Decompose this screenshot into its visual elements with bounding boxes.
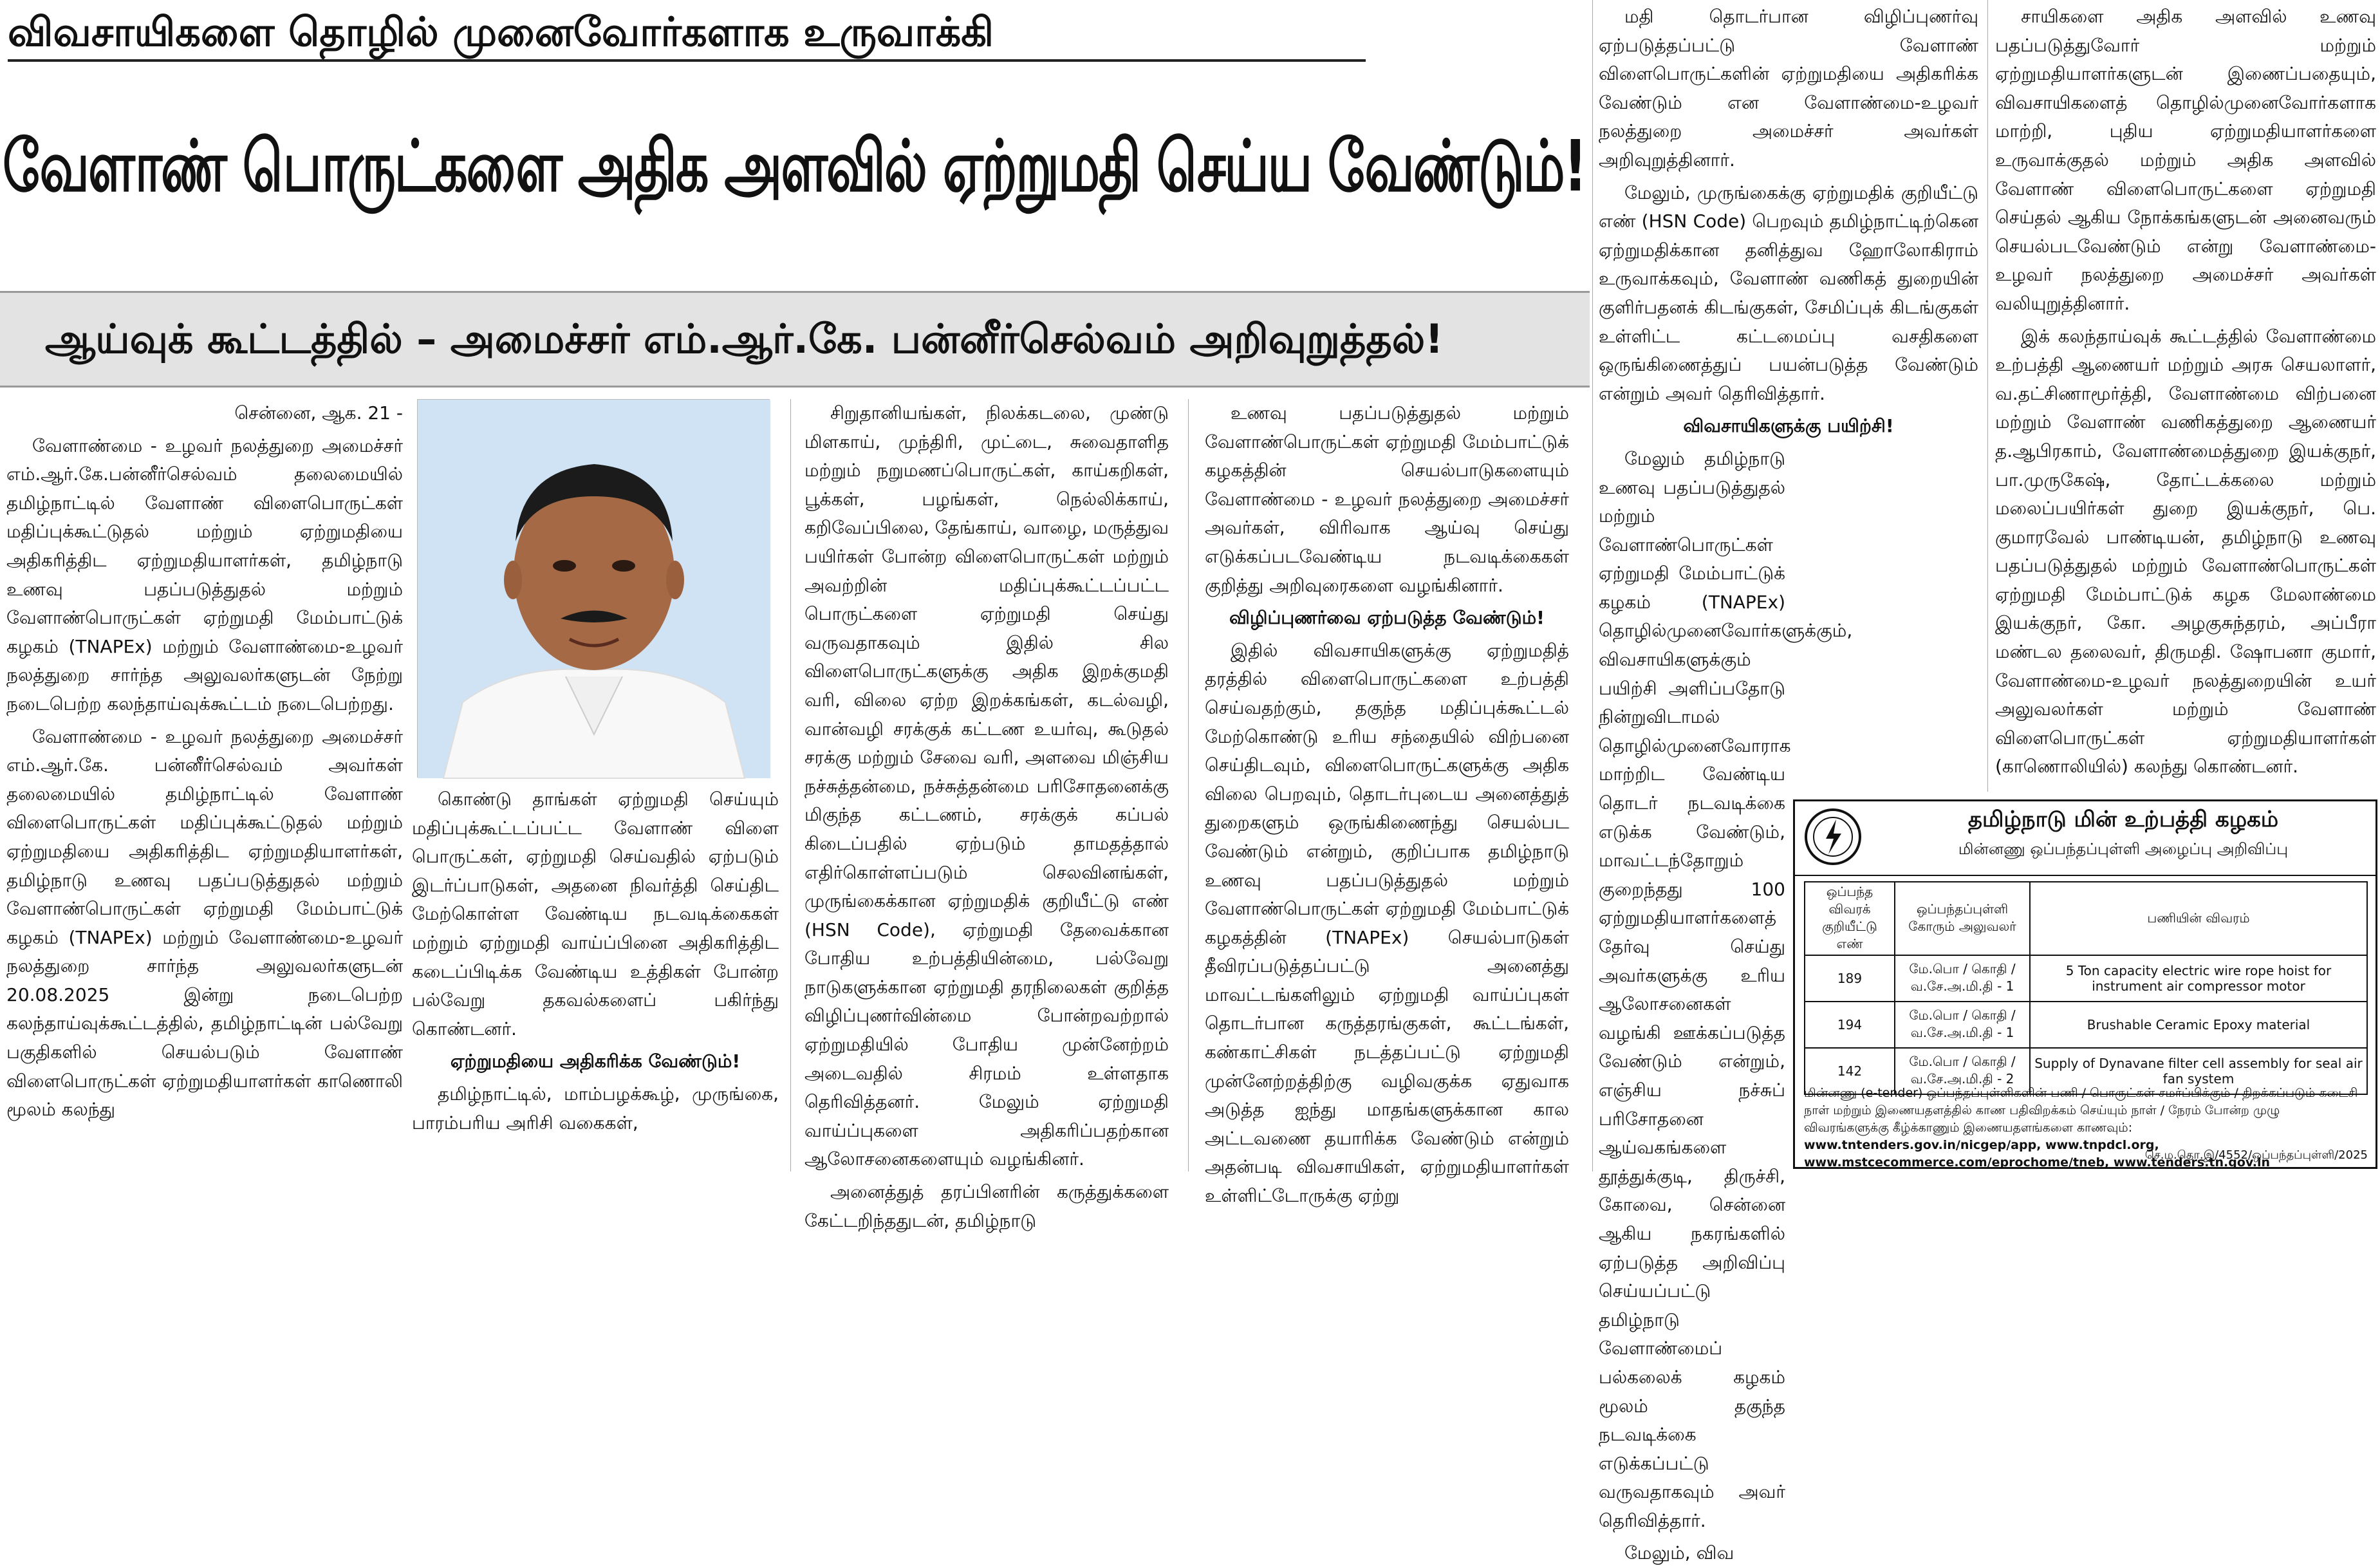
paragraph: மதி தொடர்பான விழிப்புணர்வு ஏற்படுத்தப்பட்டு வேளாண் விளைபொருட்களின் ஏற்றுமதியை அதிகரிக்க வேண்டும் என வேளாண்மை-உழவர் நலத்துறை அமைச்சர் அவர்கள் அறிவுறுத்தினார்.: [1599, 6, 1978, 171]
paragraph: மேலும் தமிழ்நாடு உணவு பதப்படுத்துதல் மற்றும் வேளாண்பொருட்கள் ஏற்றுமதி மேம்பாட்டுக் கழகம் (TNAPEx) தொழில்முனைவோர்களுக்கும், விவசாயிகளுக்கும் பயிற்சி அளிப்பதோடு நின்றுவிடாமல் தொழில்முனைவோராக மாற்றிட வேண்டிய தொடர் நடவடிக்கை எடுக்க வேண்டும், மாவட்டந்தோறும் குறைந்தது 100 ஏற்றுமதியாளர்களைத் தேர்வு செய்து அவர்களுக்கு உரிய ஆலோசனைகள் வழங்கி ஊக்கப்படுத்த வேண்டும் என்றும், எஞ்சிய நச்சுப் பரிசோதனை ஆய்வகங்களை தூத்துக்குடி, திருச்சி, கோவை, சென்னை ஆகிய நகரங்களில் ஏற்படுத்த அறிவிப்பு செய்யப்பட்டு தமிழ்நாடு வேளாண்மைப் பல்கலைக் கழகம் மூலம் தகுந்த நடவடிக்கை எடுக்கப்பட்டு வருவதாகவும் அவர் தெரிவித்தார்.: [1599, 447, 1853, 1531]
article-column-6: [1995, 3, 2376, 792]
paragraph: தமிழ்நாட்டில், மாம்பழக்கூழ், முருங்கை, பாரம்பரிய அரிசி வகைகள்,: [412, 1083, 779, 1134]
column-rule: [1188, 399, 1189, 1171]
section-subhead: விவசாயிகளுக்கு பயிற்சி!: [1683, 415, 1894, 437]
main-headline: வேளாண் பொருட்களை அதிக அளவில் ஏற்றுமதி செய்ய வேண்டும்!: [3, 125, 1586, 207]
section-subhead: ஏற்றுமதியை அதிகரிக்க வேண்டும்!: [450, 1050, 741, 1072]
tender-description: Brushable Ceramic Epoxy material: [2030, 1002, 2367, 1048]
paragraph: இதில் விவசாயிகளுக்கு ஏற்றுமதித் தரத்தில் விளைபொருட்களை உற்பத்தி செய்வதற்கும், தகுந்த மதிப்புக்கூட்டல் மேற்கொண்டு உரிய சந்தையில் விற்பனை செய்திடவும், விளைபொருட்களுக்கு அதிக விலை பெறவும், தொடர்புடைய அனைத்துத் துறைகளும் ஒருங்கிணைந்து செயல்பட வேண்டும் என்றும், குறிப்பாக தமிழ்நாடு உணவு பதப்படுத்துதல் மற்றும் வேளாண்பொருட்கள் ஏற்றுமதி மேம்பாட்டுக் கழகத்தின் (TNAPEx) செயல்பாடுகள் தீவிரப்படுத்தப்பட்டு அனைத்து மாவட்டங்களிலும் ஏற்றுமதி வாய்ப்புகள் தொடர்பான கருத்தரங்குகள், கூட்டங்கள், கண்காட்சிகள் நடத்தப்பட்டு ஏற்றுமதி முன்னேற்றத்திற்கு வழிவகுக்க ஏதுவாக அடுத்த ஐந்து மாதங்களுக்கான கால அட்டவணை தயாரிக்க வேண்டும் என்றும் அதன்படி விவசாயிகள், ஏற்றுமதியாளர்கள் உள்ளிட்டோருக்கு ஏற்று: [1205, 639, 1569, 1207]
tender-description: Supply of Dynavane filter cell assembly for seal air fan system: [2030, 1048, 2367, 1094]
paragraph: கொண்டு தாங்கள் ஏற்றுமதி செய்யும் மதிப்புக்கூட்டப்பட்ட வேளாண் விளை பொருட்கள், ஏற்றுமதி செய்வதில் ஏற்படும் இடர்ப்பாடுகள், அதனை நிவர்த்தி செய்திட மேற்கொள்ள வேண்டிய நடவடிக்கைகள் மற்றும் ஏற்றுமதி வாய்ப்பினை அதிகரித்திட கடைப்பிடிக்க வேண்டிய உத்திகள் போன்ற பல்வேறு தகவல்களைப் பகிர்ந்து கொண்டனர்.: [412, 789, 779, 1040]
tangedco-emblem-icon: [1804, 808, 1862, 866]
paragraph: அனைத்துத் தரப்பினரின் கருத்துக்களை கேட்டறிந்ததுடன், தமிழ்நாடு: [804, 1181, 1169, 1231]
section-subhead: விழிப்புணர்வை ஏற்படுத்த வேண்டும்!: [1229, 607, 1545, 629]
portrait-image: [418, 400, 770, 778]
sub-headline: ஆய்வுக் கூட்டத்தில் – அமைச்சர் எம்.ஆர்.கே. பன்னீர்செல்வம் அறிவுறுத்தல்!: [0, 291, 1590, 387]
paragraph: சாயிகளை அதிக அளவில் உணவு பதப்படுத்துவோர் மற்றும் ஏற்றுமதியாளர்களுடன் இணைப்பதையும், விவசாயிகளைத் தொழில்முனைவோர்களாக மாற்றி, புதிய ஏற்றுமதியாளர்களை உருவாக்குதல் மற்றும் அதிக அளவில் வேளாண் விளைபொருட்களை ஏற்றுமதி செய்தல் ஆகிய நோக்கங்களுடன் அனைவரும் செயல்படவேண்டும் என்று வேளாண்மை-உழவர் நலத்துறை அமைச்சர் அவர்கள் வலியுறுத்தினார்.: [1995, 6, 2376, 314]
column-header: ஒப்பந்த விவரக் குறியீட்டு எண்: [1805, 882, 1895, 955]
tender-number: 189: [1805, 955, 1895, 1002]
tender-header: [1795, 801, 2375, 876]
tender-officer: மே.பொ / கொதி / வ.சே.அ.மி.தி - 1: [1895, 955, 2030, 1002]
tender-officer: மே.பொ / கொதி / வ.சே.அ.மி.தி - 2: [1895, 1048, 2030, 1094]
tender-table: [1804, 881, 2368, 1095]
paragraph: வேளாண்மை - உழவர் நலத்துறை அமைச்சர் எம்.ஆர்.கே. பன்னீர்செல்வம் அவர்கள் தலைமையில் தமிழ்நாட்டில் வேளாண் விளைபொருட்கள் மதிப்புக்கூட்டுதல் மற்றும் ஏற்றுமதியை அதிகரித்திட ஏற்றுமதியாளர்கள், தமிழ்நாடு உணவு பதப்படுத்துதல் மற்றும் வேளாண்பொருட்கள் ஏற்றுமதி மேம்பாட்டுக் கழகம் (TNAPEx) மற்றும் வேளாண்மை-உழவர் நலத்துறை சார்ந்த அலுவலர்களுடன் 20.08.2025 இன்று நடைபெற்ற கலந்தாய்வுக்கூட்டத்தில், தமிழ்நாட்டின் பல்வேறு பகுதிகளில் செயல்படும் வேளாண் விளைபொருட்கள் ஏற்றுமதியாளர்கள் காணொலி மூலம் கலந்து: [6, 725, 403, 1121]
paragraph: மேலும், விவ: [1624, 1542, 1734, 1564]
tender-number: 142: [1805, 1048, 1895, 1094]
tender-notice-ad: [1793, 799, 2377, 1169]
tender-officer: மே.பொ / கொதி / வ.சே.அ.மி.தி - 1: [1895, 1002, 2030, 1048]
column-rule: [1592, 0, 1593, 1171]
tender-footer-text: மின்னணு (e-tender) ஒப்பந்தப்புள்ளிகளின் பணி / பொருட்கள் சமர்ப்பிக்கும் / திறக்கப்படும் கடைசி நாள் மற்றும் இணையதளத்தில் காண பதிவிறக்கம் செய்யும் நாள் / நேரம் போன்ற முழு விவரங்களுக்கு கீழ்க்காணும் இணையதளங்களை காணவும்:: [1804, 1086, 2358, 1135]
paragraph: மேலும், முருங்கைக்கு ஏற்றுமதிக் குறியீட்டு எண் (HSN Code) பெறவும் தமிழ்நாட்டிற்கென ஏற்றுமதிக்கான தனித்துவ ஹோலோகிராம் உருவாக்கவும், வேளாண் வணிகத் துறையின் குளிர்பதனக் கிடங்குகள், சேமிப்புக் கிடங்குகள் உள்ளிட்ட கட்டமைப்பு வசதிகளை ஒருங்கிணைத்துப் பயன்படுத்த வேண்டும் என்றும் அவர் தெரிவித்தார்.: [1599, 182, 1978, 404]
paragraph: சிறுதானியங்கள், நிலக்கடலை, முண்டு மிளகாய், முந்திரி, முட்டை, சுவைதாளித மற்றும் நறுமணப்பொருட்கள், காய்கறிகள், பூக்கள், பழங்கள், நெல்லிக்காய், கறிவேப்பிலை, தேங்காய், வாழை, மருத்துவ பயிர்கள் போன்ற விளைபொருட்கள் மற்றும் அவற்றின் மதிப்புக்கூட்டப்பட்ட பொருட்களை ஏற்றுமதி செய்து வருவதாகவும் இதில் சில விளைபொருட்களுக்கு அதிக இறக்குமதி வரி, விலை ஏற்ற இறக்கங்கள், கடல்வழி, வான்வழி சரக்குக் கட்டண உயர்வு, கூடுதல் சரக்கு மற்றும் சேவை வரி, அளவை மிஞ்சிய நச்சுத்தன்மை, நச்சுத்தன்மை பரிசோதனைக்கு மிகுந்த கட்டணம், சரக்குக் கப்பல் கிடைப்பதில் ஏற்படும் தாமதத்தால் எதிர்கொள்ளப்படும் செலவினங்கள், முருங்கைக்கான ஏற்றுமதிக் குறியீட்டு எண் (HSN Code), ஏற்றுமதி தேவைக்கான போதிய உற்பத்தியின்மை, பல்வேறு நாடுகளுக்கான ஏற்றுமதி தரநிலைகள் குறித்த விழிப்புணர்வின்மை போன்றவற்றால் ஏற்றுமதியில் போதிய முன்னேற்றம் அடைவதில் சிரமம் உள்ளதாக தெரிவித்தனர். மேலும் ஏற்றுமதி வாய்ப்புகளை அதிகரிப்பதற்கான ஆலோசனைகளையும் வழங்கினர்.: [804, 402, 1169, 1170]
article-column-1: [6, 399, 403, 1171]
article-column-4: [1205, 399, 1569, 1207]
tender-title: தமிழ்நாடு மின் உற்பத்தி கழகம்: [1967, 807, 2279, 832]
tender-subtitle: மின்னணு ஒப்பந்தப்புள்ளி அழைப்பு அறிவிப்பு: [1958, 840, 2289, 858]
kicker-headline: விவசாயிகளை தொழில் முனைவோர்களாக உருவாக்கி: [8, 3, 1366, 62]
paragraph: இக் கலந்தாய்வுக் கூட்டத்தில் வேளாண்மை உற்பத்தி ஆணையர் மற்றும் அரசு செயலாளர், வ.தட்சிணாமூர்த்தி, வேளாண்மை விற்பனை மற்றும் வேளாண் வணிகத்துறை ஆணையர் த.ஆபிரகாம், வேளாண்மைத்துறை இயக்குநர், பா.முருகேஷ், தோட்டக்கலை மற்றும் மலைப்பயிர்கள் துறை இயக்குநர், பெ. குமாரவேல் பாண்டியன், தமிழ்நாடு உணவு பதப்படுத்துதல் மற்றும் வேளாண்பொருட்கள் ஏற்றுமதி மேம்பாட்டுக் கழக மேலாண்மை இயக்குநர், கோ. அழகுசுந்தரம், அப்பீரா மண்டல தலைவர், திருமதி. ஷோபனா குமார், வேளாண்மை-உழவர் நலத்துறையின் உயர் அலுவலர்கள் மற்றும் வேளாண் விளைபொருட்கள் ஏற்றுமதியாளர்கள் (காணொலியில்) கலந்து கொண்டனர்.: [1995, 325, 2376, 778]
tender-code: செ.ம.தொ.இ/4552/ஒப்பந்தப்புள்ளி/2025: [2144, 1148, 2368, 1162]
column-header: பணியின் விவரம்: [2030, 882, 2367, 955]
column-rule: [1987, 0, 1988, 792]
article-column-3: [804, 399, 1169, 1231]
column-header: ஒப்பந்தப்புள்ளி கோரும் அலுவலர்: [1895, 882, 2030, 955]
article-column-2: [412, 785, 779, 1171]
paragraph: உணவு பதப்படுத்துதல் மற்றும் வேளாண்பொருட்கள் ஏற்றுமதி மேம்பாட்டுக் கழகத்தின் செயல்பாடுகளையும் வேளாண்மை - உழவர் நலத்துறை அமைச்சர் அவர்கள், விரிவாக ஆய்வு செய்து எடுக்கப்படவேண்டிய நடவடிக்கைகள் குறித்து அறிவுரைகளை வழங்கினார்.: [1205, 402, 1569, 596]
tender-links: www.tntenders.gov.in/nicgep/app, www.tnpdcl.org, www.mstcecommerce.com/eprochome/tneb, www.tenders.tn.gov.in: [1804, 1138, 2271, 1170]
table-row: [1805, 955, 2367, 1002]
dateline: சென்னை, ஆக. 21 -: [234, 402, 403, 424]
minister-photo: [417, 399, 770, 778]
table-row: [1805, 1002, 2367, 1048]
column-rule: [790, 399, 791, 1171]
tender-number: 194: [1805, 1002, 1895, 1048]
paragraph: வேளாண்மை - உழவர் நலத்துறை அமைச்சர் எம்.ஆர்.கே.பன்னீர்செல்வம் தலைமையில் தமிழ்நாட்டில் வேளாண் விளைபொருட்கள் மதிப்புக்கூட்டுதல் மற்றும் ஏற்றுமதியை அதிகரித்திட ஏற்றுமதியாளர்கள், தமிழ்நாடு உணவு பதப்படுத்துதல் மற்றும் வேளாண்பொருட்கள் ஏற்றுமதி மேம்பாட்டுக் கழகம் (TNAPEx) மற்றும் வேளாண்மை-உழவர் நலத்துறை சார்ந்த அலுவலர்களுடன் நேற்று நடைபெற்ற கலந்தாய்வுக்கூட்டம் நடைபெற்றது.: [6, 434, 403, 714]
tender-description: 5 Ton capacity electric wire rope hoist for instrument air compressor motor: [2030, 955, 2367, 1002]
